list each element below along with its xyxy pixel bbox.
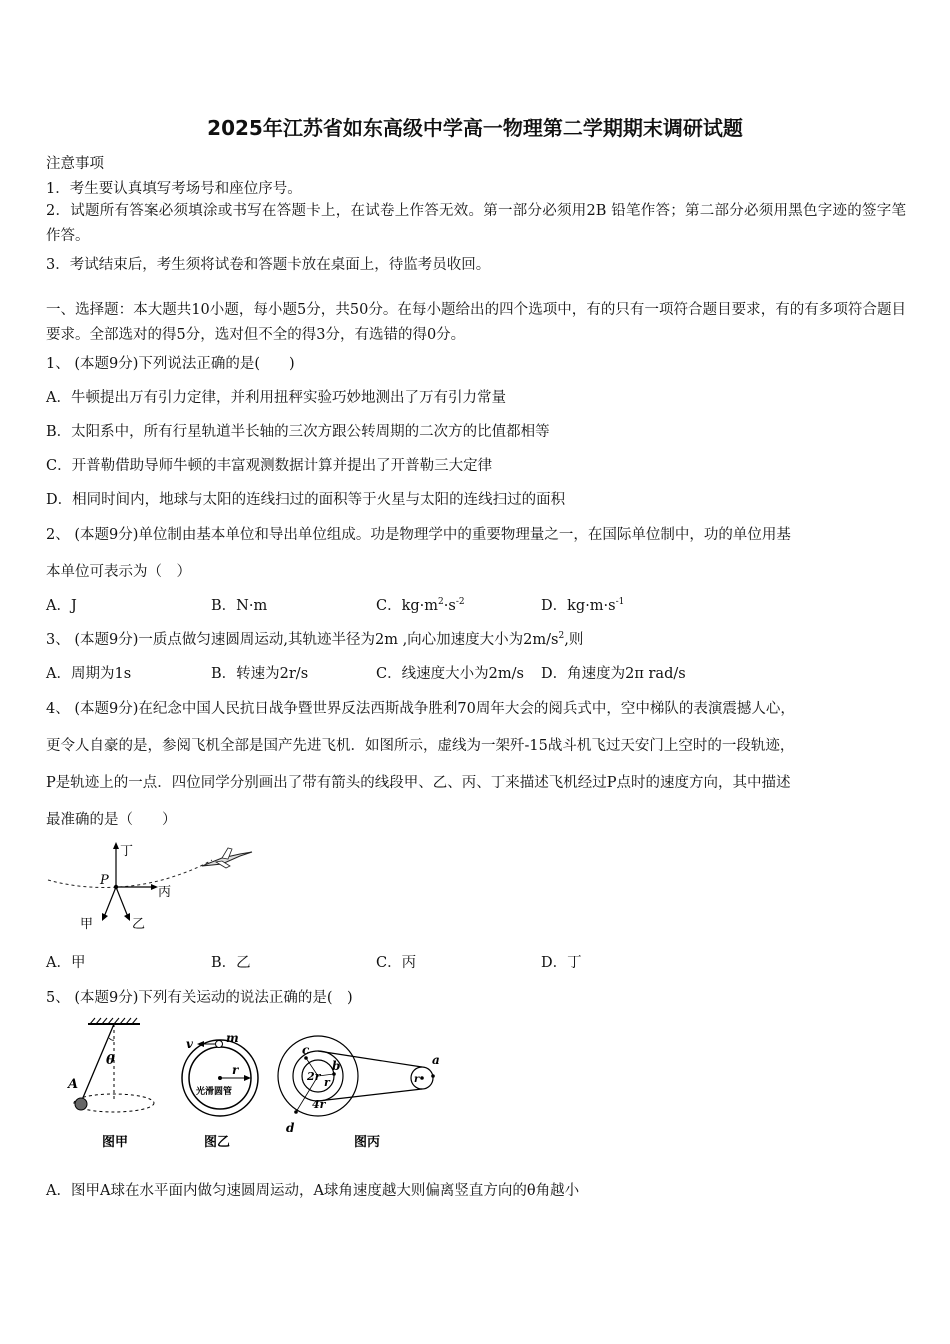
label-smooth-tube: 光滑圆管 [196, 1087, 233, 1097]
q4-option-a: A．甲 [46, 955, 86, 971]
q1-option-c: C．开普勒借助导师牛顿的丰富观测数据计算并提出了开普勒三大定律 [46, 458, 493, 474]
q4-option-d: D．丁 [541, 955, 582, 971]
q1-stem: 1、 (本题9分)下列说法正确的是( ) [46, 356, 295, 372]
q4-stem-line3: P是轨迹上的一点．四位同学分别画出了带有箭头的线段甲、乙、丙、丁来描述飞机经过P点时的速度方向，其中描述 [46, 775, 791, 791]
label-4r: 4r [312, 1098, 326, 1111]
label-m: m [226, 1031, 239, 1045]
jet-icon [202, 848, 252, 868]
label-b: b [332, 1059, 341, 1073]
label-ding: 丁 [120, 844, 134, 859]
caption-yi: 图乙 [204, 1135, 231, 1150]
label-2r: 2r [307, 1070, 321, 1083]
q4-option-b: B．乙 [211, 955, 251, 971]
label-r-inner: r [324, 1076, 330, 1089]
label-jia: 甲 [80, 917, 94, 932]
q5-figure-bing [276, 1024, 456, 1156]
label-bing: 丙 [158, 885, 172, 900]
q3-stem: 3、 (本题9分)一质点做匀速圆周运动,其轨迹半径为2m ,向心加速度大小为$2m/s^2$,则 [46, 631, 584, 648]
q1-option-a: A．牛顿提出万有引力定律，并利用扭秤实验巧妙地测出了万有引力常量 [46, 390, 506, 406]
section-intro: 一、选择题：本大题共10小题，每小题5分，共50分。在每小题给出的四个选项中，有的只有一项符合题目要求，有的有多项符合题目要求。全部选对的得5分，选对但不全的得3分，有选错的得0分。 [46, 302, 906, 343]
q2-option-d: D．$kg\cdot m\cdot s^{-1}$ [541, 597, 625, 614]
q5-figure-yi [178, 1030, 268, 1156]
label-v: v [186, 1037, 193, 1051]
label-r-tube: r [232, 1063, 239, 1077]
q3-option-c: C．线速度大小为2m/s [376, 666, 524, 682]
label-theta: θ [106, 1053, 115, 1068]
notice-item-3: 3．考试结束后，考生须将试卷和答题卡放在桌面上，待监考员收回。 [46, 257, 491, 273]
q3-option-d: D．角速度为2π rad/s [541, 666, 686, 682]
flight-trajectory [48, 860, 212, 888]
label-p: P [100, 873, 109, 888]
caption-bing: 图丙 [354, 1135, 381, 1150]
label-d: d [286, 1121, 295, 1135]
q2-stem-line1: 2、 (本题9分)单位制由基本单位和导出单位组成。功是物理学中的重要物理量之一，在国际单位制中，功的单位用基 [46, 527, 791, 543]
q5-stem: 5、 (本题9分)下列有关运动的说法正确的是( ) [46, 990, 353, 1006]
notice-item-2: 2．试题所有答案必须填涂或书写在答题卡上，在试卷上作答无效。第一部分必须用2B 铅笔作答；第二部分必须用黑色字迹的签字笔作答。 [46, 203, 906, 244]
q4-stem-line2: 更令人自豪的是，参阅飞机全部是国产先进飞机．如图所示，虚线为一架歼-15战斗机飞过天安门上空时的一段轨迹， [46, 738, 795, 754]
q2-option-b: B．N·m [211, 598, 268, 614]
q4-stem-line4: 最准确的是（ ） [46, 812, 177, 828]
label-yi: 乙 [132, 917, 146, 932]
q3-option-a: A．周期为1s [46, 666, 132, 682]
label-a-ball: A [68, 1077, 79, 1092]
q2-option-a: A．J [46, 598, 77, 614]
notice-item-1: 1．考生要认真填写考场号和座位序号。 [46, 181, 302, 197]
page-title: 2025年江苏省如东高级中学高一物理第二学期期末调研试题 [207, 116, 743, 140]
q2-stem-line2: 本单位可表示为（ ） [46, 564, 191, 580]
q3-option-b: B．转速为2r/s [211, 666, 309, 682]
q5-option-a: A．图甲A球在水平面内做匀速圆周运动，A球角速度越大则偏离竖直方向的θ角越小 [46, 1183, 580, 1199]
q2-option-c: C．$kg\cdot m^2\cdot s^{-2}$ [376, 597, 465, 614]
q4-figure [44, 838, 264, 938]
q1-option-b: B．太阳系中，所有行星轨道半长轴的三次方跟公转周期的二次方的比值都相等 [46, 424, 550, 440]
notice-heading: 注意事项 [46, 156, 104, 172]
label-c: c [302, 1043, 310, 1057]
q5-figure-jia [62, 1016, 172, 1156]
caption-jia: 图甲 [102, 1135, 129, 1150]
q4-option-c: C．丙 [376, 955, 417, 971]
label-r-small: r [414, 1074, 420, 1085]
q4-stem-line1: 4、 (本题9分)在纪念中国人民抗日战争暨世界反法西斯战争胜利70周年大会的阅兵式中，空中梯队的表演震撼人心， [46, 701, 795, 717]
label-a: a [432, 1053, 440, 1067]
q1-option-d: D．相同时间内，地球与太阳的连线扫过的面积等于火星与太阳的连线扫过的面积 [46, 492, 566, 508]
